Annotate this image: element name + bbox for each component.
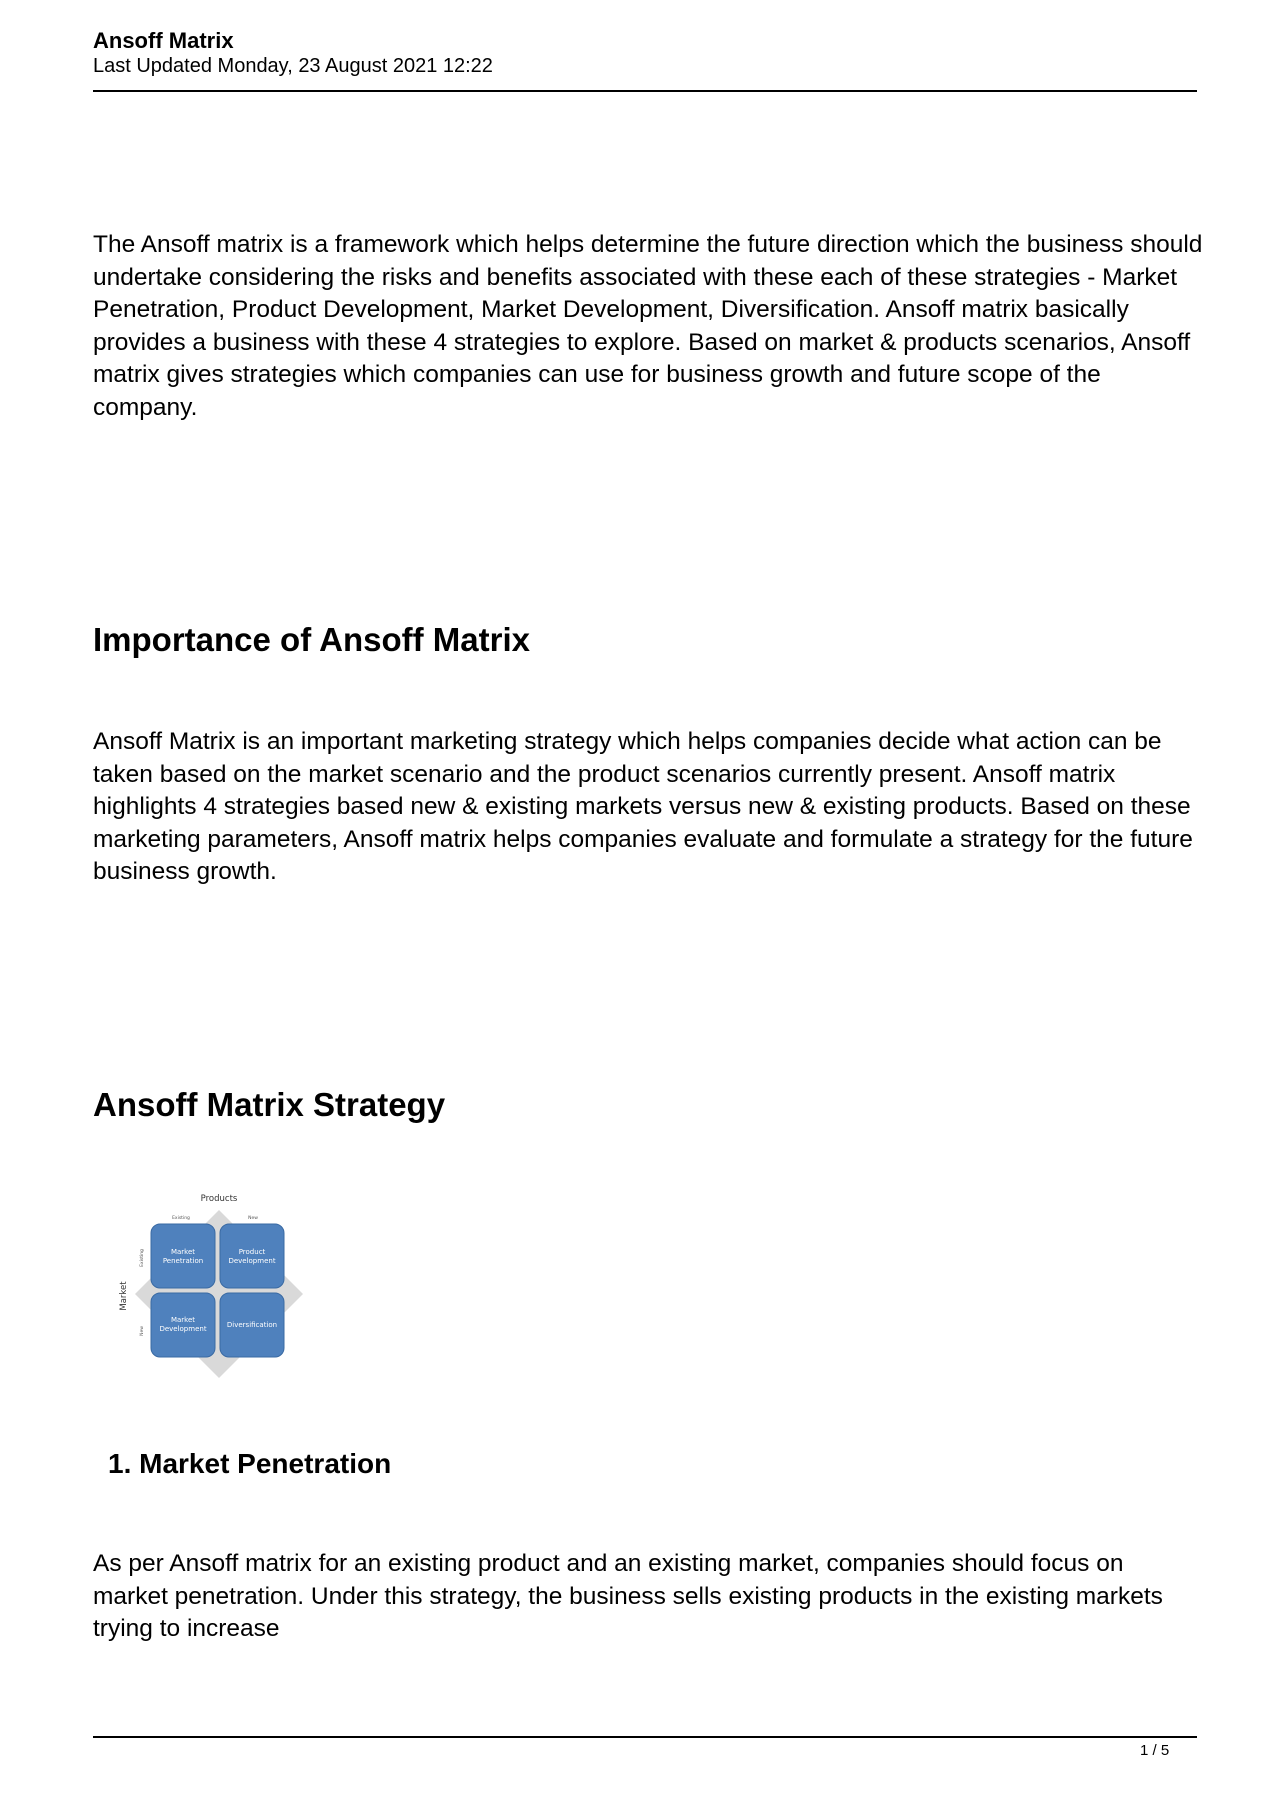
market-label: Market (119, 1281, 129, 1311)
header-divider (93, 90, 1197, 92)
importance-heading: Importance of Ansoff Matrix (93, 621, 530, 658)
products-label: Products (200, 1194, 238, 1204)
row-new-label: New (140, 1326, 145, 1336)
page-number: 1 / 5 (1140, 1742, 1170, 1759)
last-updated: Last Updated Monday, 23 August 2021 12:22 (93, 55, 493, 77)
strategy-heading: Ansoff Matrix Strategy (93, 1086, 446, 1123)
cell-bl-line2: Development (159, 1325, 207, 1333)
importance-paragraph: Ansoff Matrix is an important marketing strategy which helps companies decide what action can be taken based on the market scenario and the product scenarios currently present. Ansoff matrix highlights 4 strategies based new & existing markets versus new & existing products. Based on these marketing parameters, Ansoff matrix helps companies evaluate and formulate a strategy for the future business growth. (93, 728, 1193, 885)
col-existing-label: Existing (172, 1216, 190, 1221)
ansoff-matrix-diagram (115, 1192, 315, 1382)
cell-market-penetration (151, 1224, 215, 1288)
intro-paragraph: The Ansoff matrix is a framework which helps determine the future direction which the business should undertake considering the risks and benefits associated with these each of these strategies - Market Penetration, Product Development, Market Development, Diversification. Ansoff matrix basically provides a business with these 4 strategies to explore. Based on market & products scenarios, Ansoff matrix gives strategies which companies can use for business growth and future scope of the company. (93, 231, 1203, 421)
cell-tr-line1: Product (238, 1248, 266, 1256)
market-penetration-heading: 1. Market Penetration (108, 1448, 392, 1479)
document-title: Ansoff Matrix (93, 28, 234, 53)
cell-tr-line2: Development (228, 1257, 276, 1265)
col-new-label: New (248, 1216, 258, 1221)
cell-br-label: Diversification (226, 1321, 278, 1329)
cell-bl-line1: Market (170, 1316, 196, 1324)
page-header (93, 28, 1197, 78)
cell-product-development (220, 1224, 284, 1288)
cell-tl-line1: Market (170, 1248, 196, 1256)
market-penetration-paragraph: As per Ansoff matrix for an existing product and an existing market, companies should focus on market penetration. Under this strategy, the business sells existing products in the existing markets trying to increase (93, 1550, 1163, 1642)
row-existing-label: Existing (140, 1249, 145, 1267)
cell-tl-line2: Penetration (162, 1257, 204, 1265)
footer-divider (93, 1736, 1197, 1738)
